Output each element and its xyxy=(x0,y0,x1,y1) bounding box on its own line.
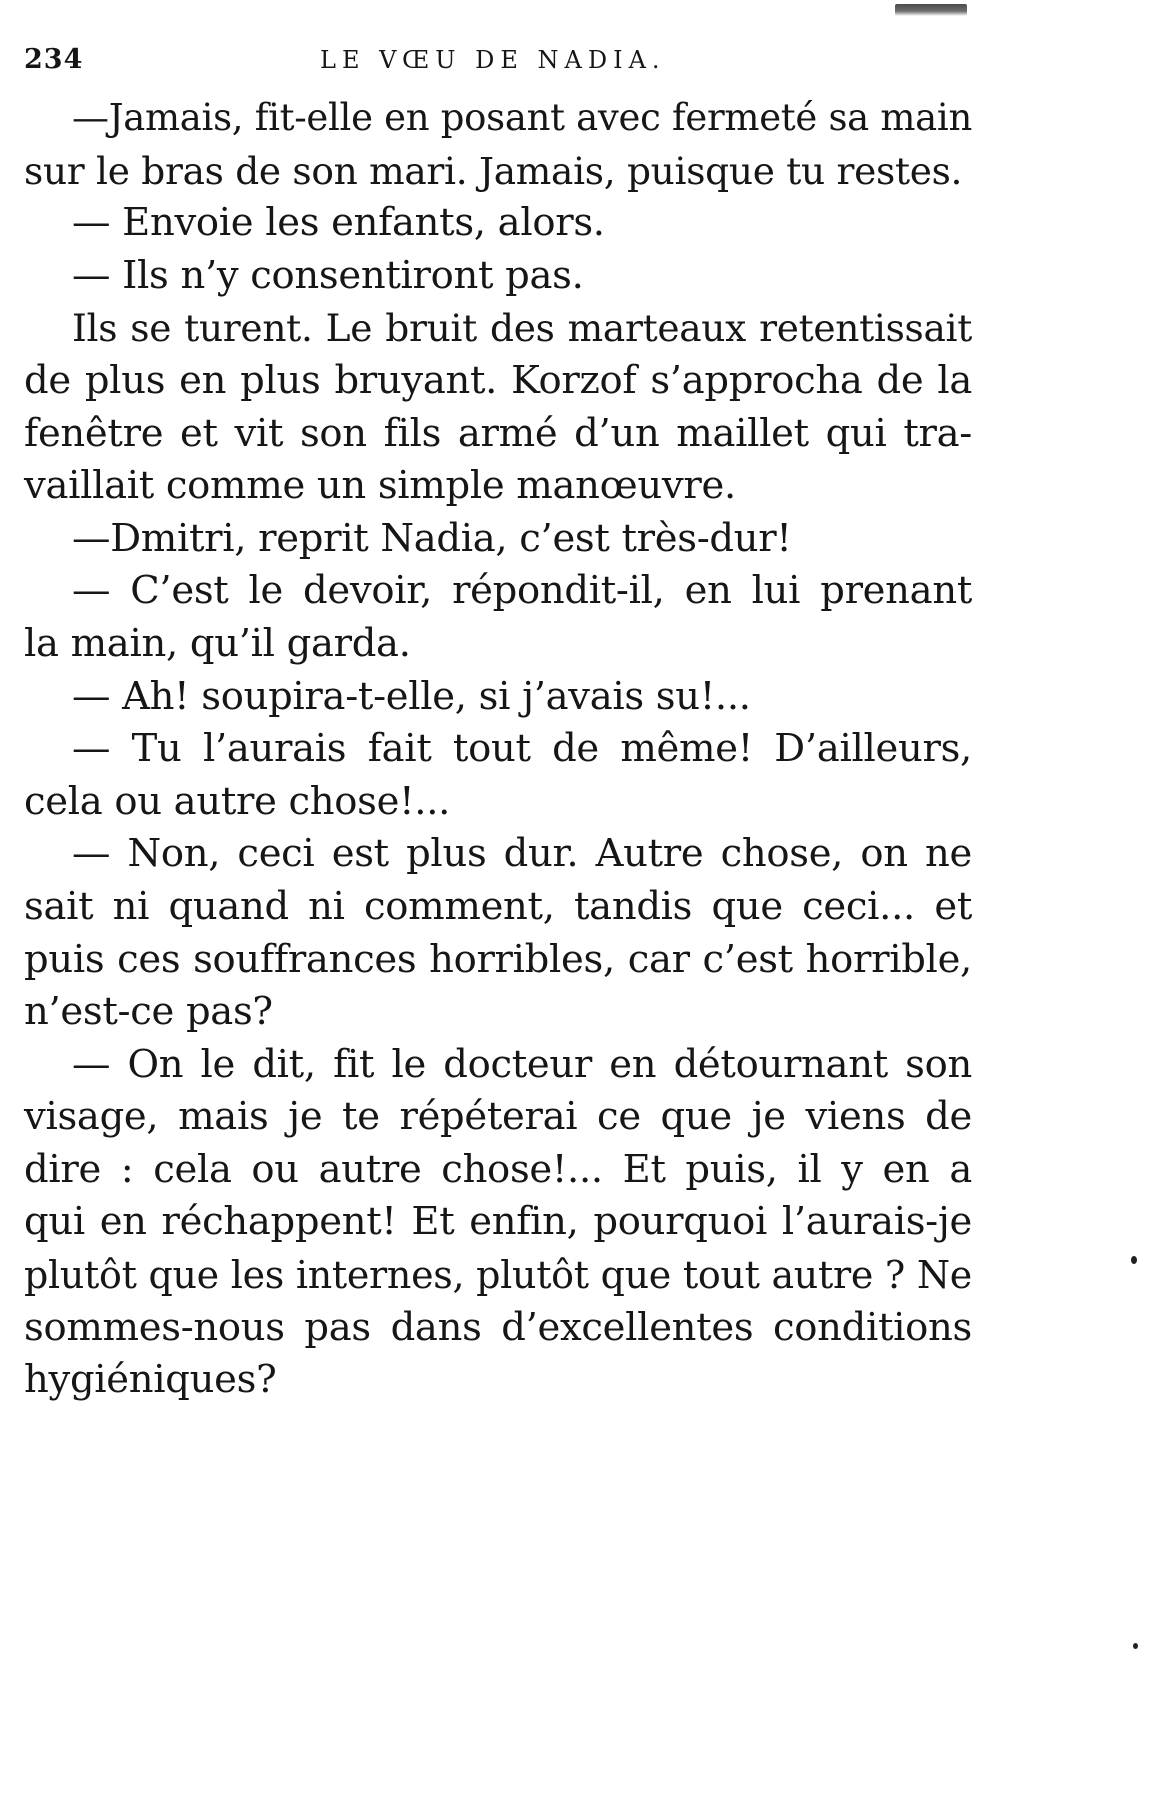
text-line: dire : cela ou autre chose!... Et puis, il y en a xyxy=(24,1146,972,1192)
text-line: plutôt que les internes, plutôt que tout autre ? Ne xyxy=(24,1253,972,1298)
text-line: sait ni quand ni comment, tandis que ceci... et xyxy=(24,883,972,929)
text-line: puis ces souffrances horribles, car c’est horrible, xyxy=(24,936,972,982)
text-line: — On le dit, fit le docteur en détournant son xyxy=(72,1041,972,1087)
print-speck xyxy=(1133,1643,1138,1649)
text-line: —Jamais, fit-elle en posant avec fermeté sa main xyxy=(72,96,972,139)
text-line: sur le bras de son mari. Jamais, puisque tu restes. xyxy=(24,148,963,193)
text-line: — Non, ceci est plus dur. Autre chose, on ne xyxy=(72,831,972,877)
text-line: la main, qu’il garda. xyxy=(24,620,411,666)
text-line: qui en réchappent! Et enfin, pourquoi l’aurais-je xyxy=(24,1199,972,1245)
text-line: — Tu l’aurais fait tout de même! D’ailleurs, xyxy=(72,726,972,772)
page-header xyxy=(24,44,984,84)
print-smudge-mark xyxy=(895,4,967,16)
text-line: sommes-nous pas dans d’excellentes conditions xyxy=(24,1304,972,1350)
text-line: visage, mais je te répéterai ce que je viens de xyxy=(24,1094,972,1140)
text-line: hygiéniques? xyxy=(24,1357,277,1403)
text-line: cela ou autre chose!... xyxy=(24,778,451,824)
text-line: n’est-ce pas? xyxy=(24,989,273,1035)
text-line: —Dmitri, reprit Nadia, c’est très-dur! xyxy=(72,515,792,561)
running-title: LE VŒU DE NADIA. xyxy=(320,46,666,74)
text-line: — Ah! soupira-t-elle, si j’avais su!... xyxy=(72,673,751,719)
text-line: vaillait comme un simple manœuvre. xyxy=(24,463,736,509)
print-speck xyxy=(1131,1256,1137,1264)
text-line: — Envoie les enfants, alors. xyxy=(72,200,605,246)
text-line: de plus en plus bruyant. Korzof s’approcha de la xyxy=(24,357,972,403)
text-line: — Ils n’y consentiront pas. xyxy=(72,252,584,298)
text-line: — C’est le devoir, répondit-il, en lui prenant xyxy=(72,568,972,614)
body-text xyxy=(24,92,972,1407)
page-number: 234 xyxy=(24,44,84,75)
text-line: fenêtre et vit son fils armé d’un maillet qui tra- xyxy=(24,410,972,456)
text-line: Ils se turent. Le bruit des marteaux retentissait xyxy=(72,306,972,351)
